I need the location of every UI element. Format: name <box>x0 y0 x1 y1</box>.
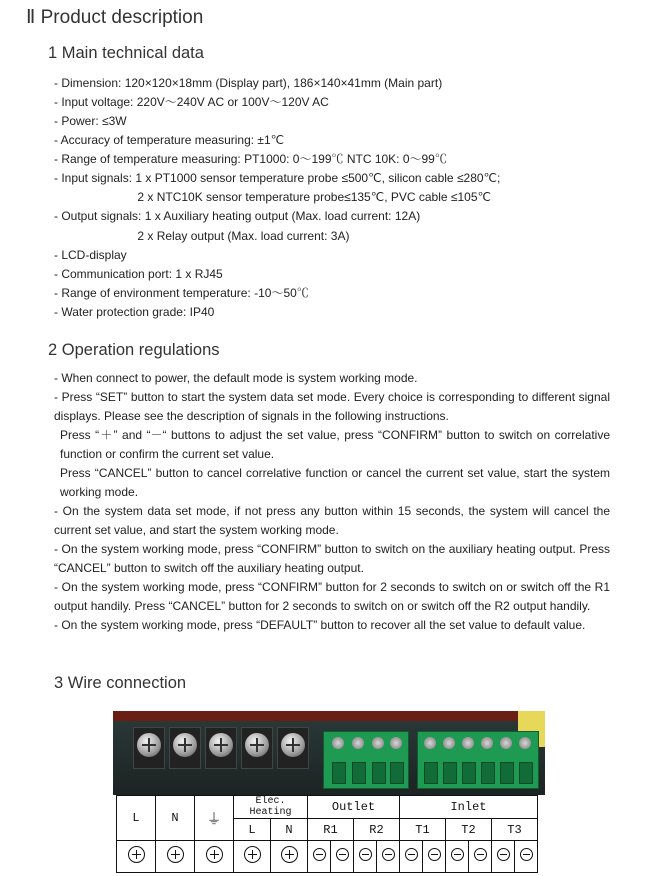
tech-line: - Output signals: 1 x Auxiliary heating output (Max. load current: 12A) <box>54 209 421 223</box>
tech-line: 2 x NTC10K sensor temperature probe≤135℃, PVC cable ≤105℃ <box>54 190 491 204</box>
tech-line: - Input signals: 1 x PT1000 sensor temperature probe ≤500℃, silicon cable ≤280℃; <box>54 171 501 185</box>
ops-paragraph: - Press “SET” button to start the system data set mode. Every choice is corresponding to different signal displays. Please see the description of signals in the following instructions. <box>54 390 610 423</box>
terminal-cell <box>195 841 234 873</box>
terminal-label-l: L <box>117 796 156 841</box>
ops-paragraph: - On the system working mode, press “CONFIRM” button to switch on the auxiliary heating output. Press “CANCEL” button to switch off the auxiliary heating output. <box>54 542 610 575</box>
outlet-connector <box>323 731 409 789</box>
tech-line: - Water protection grade: IP40 <box>54 305 215 319</box>
terminal-icon <box>474 848 487 861</box>
r1-label: R1 <box>308 819 354 841</box>
terminal-icon <box>281 846 298 863</box>
screw-icon <box>332 737 344 749</box>
inlet-label: Inlet <box>400 796 538 819</box>
t3-label: T3 <box>492 819 538 841</box>
ops-paragraph: - On the system data set mode, if not press any button within 15 seconds, the system will cancel the current set value, and start the system working mode. <box>54 504 610 537</box>
screw-icon <box>137 733 161 757</box>
screw-icon <box>281 733 305 757</box>
wire-slot <box>352 762 366 784</box>
screw-terminal <box>277 727 309 769</box>
wire-slot <box>462 762 476 784</box>
terminal-icon <box>167 846 184 863</box>
terminal-icon <box>428 848 441 861</box>
terminal-cell <box>331 841 354 873</box>
ops-paragraph: - On the system working mode, press “DEFAULT” button to recover all the set value to default value. <box>54 618 586 632</box>
screw-icon <box>424 737 436 749</box>
terminal-cell <box>271 841 308 873</box>
screw-icon <box>500 737 512 749</box>
screw-icon <box>519 737 531 749</box>
terminal-icon <box>244 846 261 863</box>
wire-slot <box>332 762 346 784</box>
terminal-cell <box>234 841 271 873</box>
terminal-icon <box>451 848 464 861</box>
terminal-cell <box>354 841 377 873</box>
tech-line: 2 x Relay output (Max. load current: 3A) <box>54 229 350 243</box>
terminal-icon <box>520 848 533 861</box>
terminal-cell <box>515 841 538 873</box>
tech-line: - Range of temperature measuring: PT1000: 0～199℃ NTC 10K: 0～99℃ <box>54 152 447 166</box>
tech-line: - Range of environment temperature: -10～50℃ <box>54 286 309 300</box>
terminal-icon <box>405 848 418 861</box>
screw-terminal <box>241 727 273 769</box>
wire-slot <box>443 762 457 784</box>
wire-slot <box>424 762 438 784</box>
wire-slot <box>390 762 404 784</box>
tech-line: - Communication port: 1 x RJ45 <box>54 267 223 281</box>
ground-icon: ⏚ <box>195 796 234 841</box>
elec-heating-n: N <box>271 819 308 841</box>
terminal-cell <box>156 841 195 873</box>
r2-label: R2 <box>354 819 400 841</box>
terminal-icon <box>359 848 372 861</box>
wire-slot <box>372 762 386 784</box>
ops-heading: 2 Operation regulations <box>48 341 220 359</box>
terminal-cell <box>377 841 400 873</box>
terminal-icon <box>128 846 145 863</box>
tech-line: - Dimension: 120×120×18mm (Display part), 186×140×41mm (Main part) <box>54 76 443 90</box>
tech-heading: 1 Main technical data <box>48 44 204 62</box>
terminal-icon <box>497 848 510 861</box>
terminal-icon <box>336 848 349 861</box>
tech-line: - Input voltage: 220V～240V AC or 100V～120V AC <box>54 95 329 109</box>
screw-icon <box>173 733 197 757</box>
terminal-cell <box>446 841 469 873</box>
ops-paragraph: - On the system working mode, press “CONFIRM” button for 2 seconds to switch on or switch off the R1 output handily. Press “CANCEL” button for 2 seconds to switch on or switch off the R2 output handily. <box>54 580 610 613</box>
ops-paragraph: Press “CANCEL” button to cancel correlative function or cancel the current set value, start the system working mode. <box>60 466 610 499</box>
ops-text <box>54 369 610 635</box>
terminal-icon <box>206 846 223 863</box>
board-edge <box>113 711 545 721</box>
terminal-cell <box>308 841 331 873</box>
screw-icon <box>352 737 364 749</box>
wire-slot <box>481 762 495 784</box>
screw-icon <box>390 737 402 749</box>
wire-slot <box>500 762 514 784</box>
terminal-cell <box>492 841 515 873</box>
screw-icon <box>372 737 384 749</box>
t1-label: T1 <box>400 819 446 841</box>
screw-terminal <box>133 727 165 769</box>
section-title: Ⅱ Product description <box>26 7 204 28</box>
wire-heading: 3 Wire connection <box>54 674 187 692</box>
screw-terminal <box>205 727 237 769</box>
elec-heating-label: Elec. Heating <box>234 796 308 819</box>
ops-paragraph: Press “＋” and “－“ buttons to adjust the set value, press “CONFIRM” button to switch on correlative function or confirm the current set value. <box>60 428 610 461</box>
tech-line: - Accuracy of temperature measuring: ±1℃ <box>54 133 285 147</box>
inlet-connector <box>417 731 539 789</box>
outlet-label: Outlet <box>308 796 400 819</box>
t2-label: T2 <box>446 819 492 841</box>
screw-icon <box>481 737 493 749</box>
terminal-icon <box>382 848 395 861</box>
terminal-cell <box>469 841 492 873</box>
screw-icon <box>443 737 455 749</box>
screw-icon <box>245 733 269 757</box>
ops-paragraph: - When connect to power, the default mode is system working mode. <box>54 371 418 385</box>
terminal-cell <box>423 841 446 873</box>
elec-heating-l: L <box>234 819 271 841</box>
terminal-cell <box>400 841 423 873</box>
terminal-icon <box>313 848 326 861</box>
terminal-cell <box>117 841 156 873</box>
wire-slot <box>519 762 533 784</box>
screw-icon <box>462 737 474 749</box>
tech-line: - Power: ≤3W <box>54 114 127 128</box>
terminal-label-n: N <box>156 796 195 841</box>
wire-diagram <box>116 795 538 873</box>
terminal-photo <box>113 711 545 795</box>
screw-icon <box>209 733 233 757</box>
tech-line: - LCD-display <box>54 248 127 262</box>
screw-terminal <box>169 727 201 769</box>
